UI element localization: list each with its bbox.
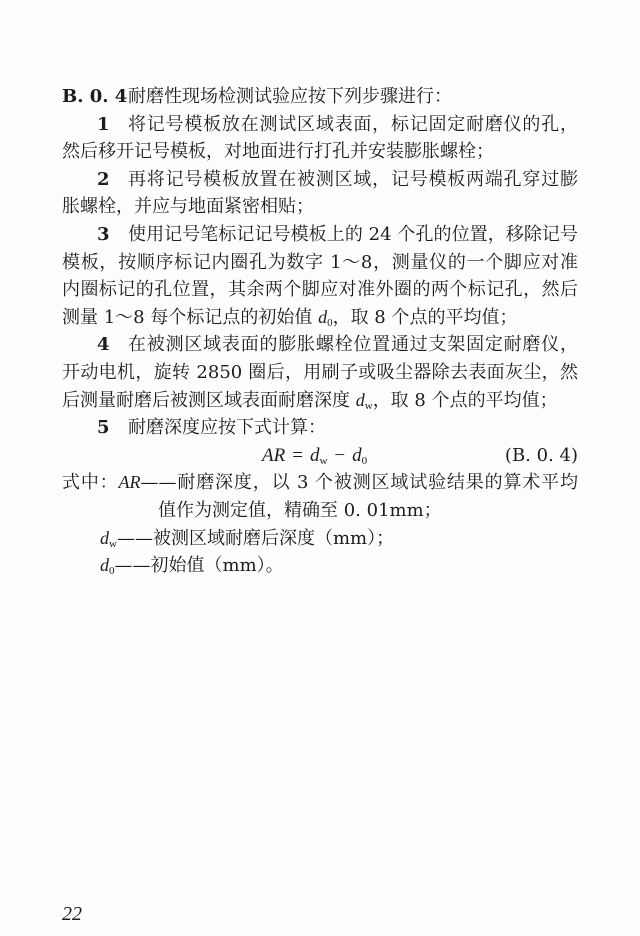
symbol-d: d (355, 389, 365, 410)
page-number: 22 (62, 903, 82, 925)
step-4-tail: ，取 8 个点的平均值； (372, 389, 558, 411)
formula-equals: = (292, 444, 303, 466)
formula-term1-symbol: d (309, 444, 320, 466)
step-1-number: 1 (97, 113, 110, 135)
where-line-2: 值作为测定值，精确至 0. 01mm； (158, 499, 442, 521)
step-2-text-1: 再将记号模板放置在被测区域，记号模板两端孔穿过膨 (128, 168, 578, 190)
step-1-line-1 (62, 111, 578, 139)
step-2-number: 2 (97, 168, 110, 190)
step-4-line-1 (62, 331, 578, 359)
step-3-line-4 (62, 304, 578, 332)
formula-expression (262, 442, 367, 473)
step-4-number: 4 (97, 334, 110, 356)
formula-line (62, 442, 578, 470)
step-3-text-4: 测量 1～8 每个标记点的初始值 (62, 306, 319, 328)
step-4-text-1: 在被测区域表面的膨胀螺栓位置通过支架固定耐磨仪， (128, 334, 578, 356)
step-5-line-1 (62, 414, 578, 442)
formula-label: (B. 0. 4) (504, 444, 578, 466)
definition-d0 (62, 552, 578, 580)
definition-symbol: d (100, 527, 109, 548)
symbol-d: d (318, 306, 328, 327)
definition-sub: 0 (109, 565, 115, 578)
definition-symbol: d (100, 555, 109, 576)
step-2-line-2: 胀螺栓，并应与地面紧密相贴； (62, 196, 314, 218)
step-1-text-1: 将记号模板放在测试区域表面，标记固定耐磨仪的孔， (128, 113, 578, 135)
definition-dw (62, 525, 578, 553)
step-3-line-2: 模板，按顺序标记内圈孔为数字 1～8，测量仪的一个脚应对准 (62, 251, 578, 273)
formula-term1-sub: w (319, 454, 328, 467)
step-3-tail: ，取 8 个点的平均值； (332, 306, 518, 328)
subscript-0: 0 (327, 316, 333, 329)
section-heading (62, 83, 578, 111)
where-text-1: ——耐磨深度，以 3 个被测区域试验结果的算术平均 (140, 472, 578, 494)
step-4-text-3: 后测量耐磨后被测区域表面耐磨深度 (62, 389, 356, 411)
subscript-w: w (364, 399, 373, 412)
formula-term2-symbol: d (352, 444, 362, 466)
step-5-text-1: 耐磨深度应按下式计算： (128, 417, 326, 439)
step-4-line-3 (62, 387, 578, 415)
definition-text: ——被测区域耐磨后深度（mm）； (116, 527, 395, 549)
step-2-line-1 (62, 166, 578, 194)
step-3-line-1 (62, 221, 578, 249)
where-symbol: AR (118, 472, 141, 493)
formula-lhs: AR (262, 444, 286, 466)
where-lead: 式中： (62, 472, 119, 494)
formula-term2-sub: 0 (361, 454, 368, 467)
step-3-line-3: 内圈标记的孔位置，其余两个脚应对准外圈的两个标记孔，然后 (62, 279, 578, 301)
step-5-number: 5 (97, 417, 110, 439)
section-title: 耐磨性现场检测试验应按下列步骤进行： (128, 86, 452, 107)
step-1-line-2: 然后移开记号模板，对地面进行打孔并安装膨胀螺栓； (62, 141, 494, 163)
definition-sub: w (109, 537, 117, 550)
step-3-number: 3 (97, 223, 110, 245)
step-3-text-1: 使用记号笔标记记号模板上的 24 个孔的位置，移除记号 (128, 223, 578, 245)
section-number: B. 0. 4 (62, 86, 128, 107)
section-body (62, 83, 578, 580)
where-line-1 (62, 469, 578, 497)
step-4-line-2: 开动电机，旋转 2850 圈后，用刷子或吸尘器除去表面灰尘，然 (62, 361, 578, 383)
formula-minus: − (334, 444, 346, 466)
definition-text: ——初始值（mm）。 (114, 555, 284, 577)
